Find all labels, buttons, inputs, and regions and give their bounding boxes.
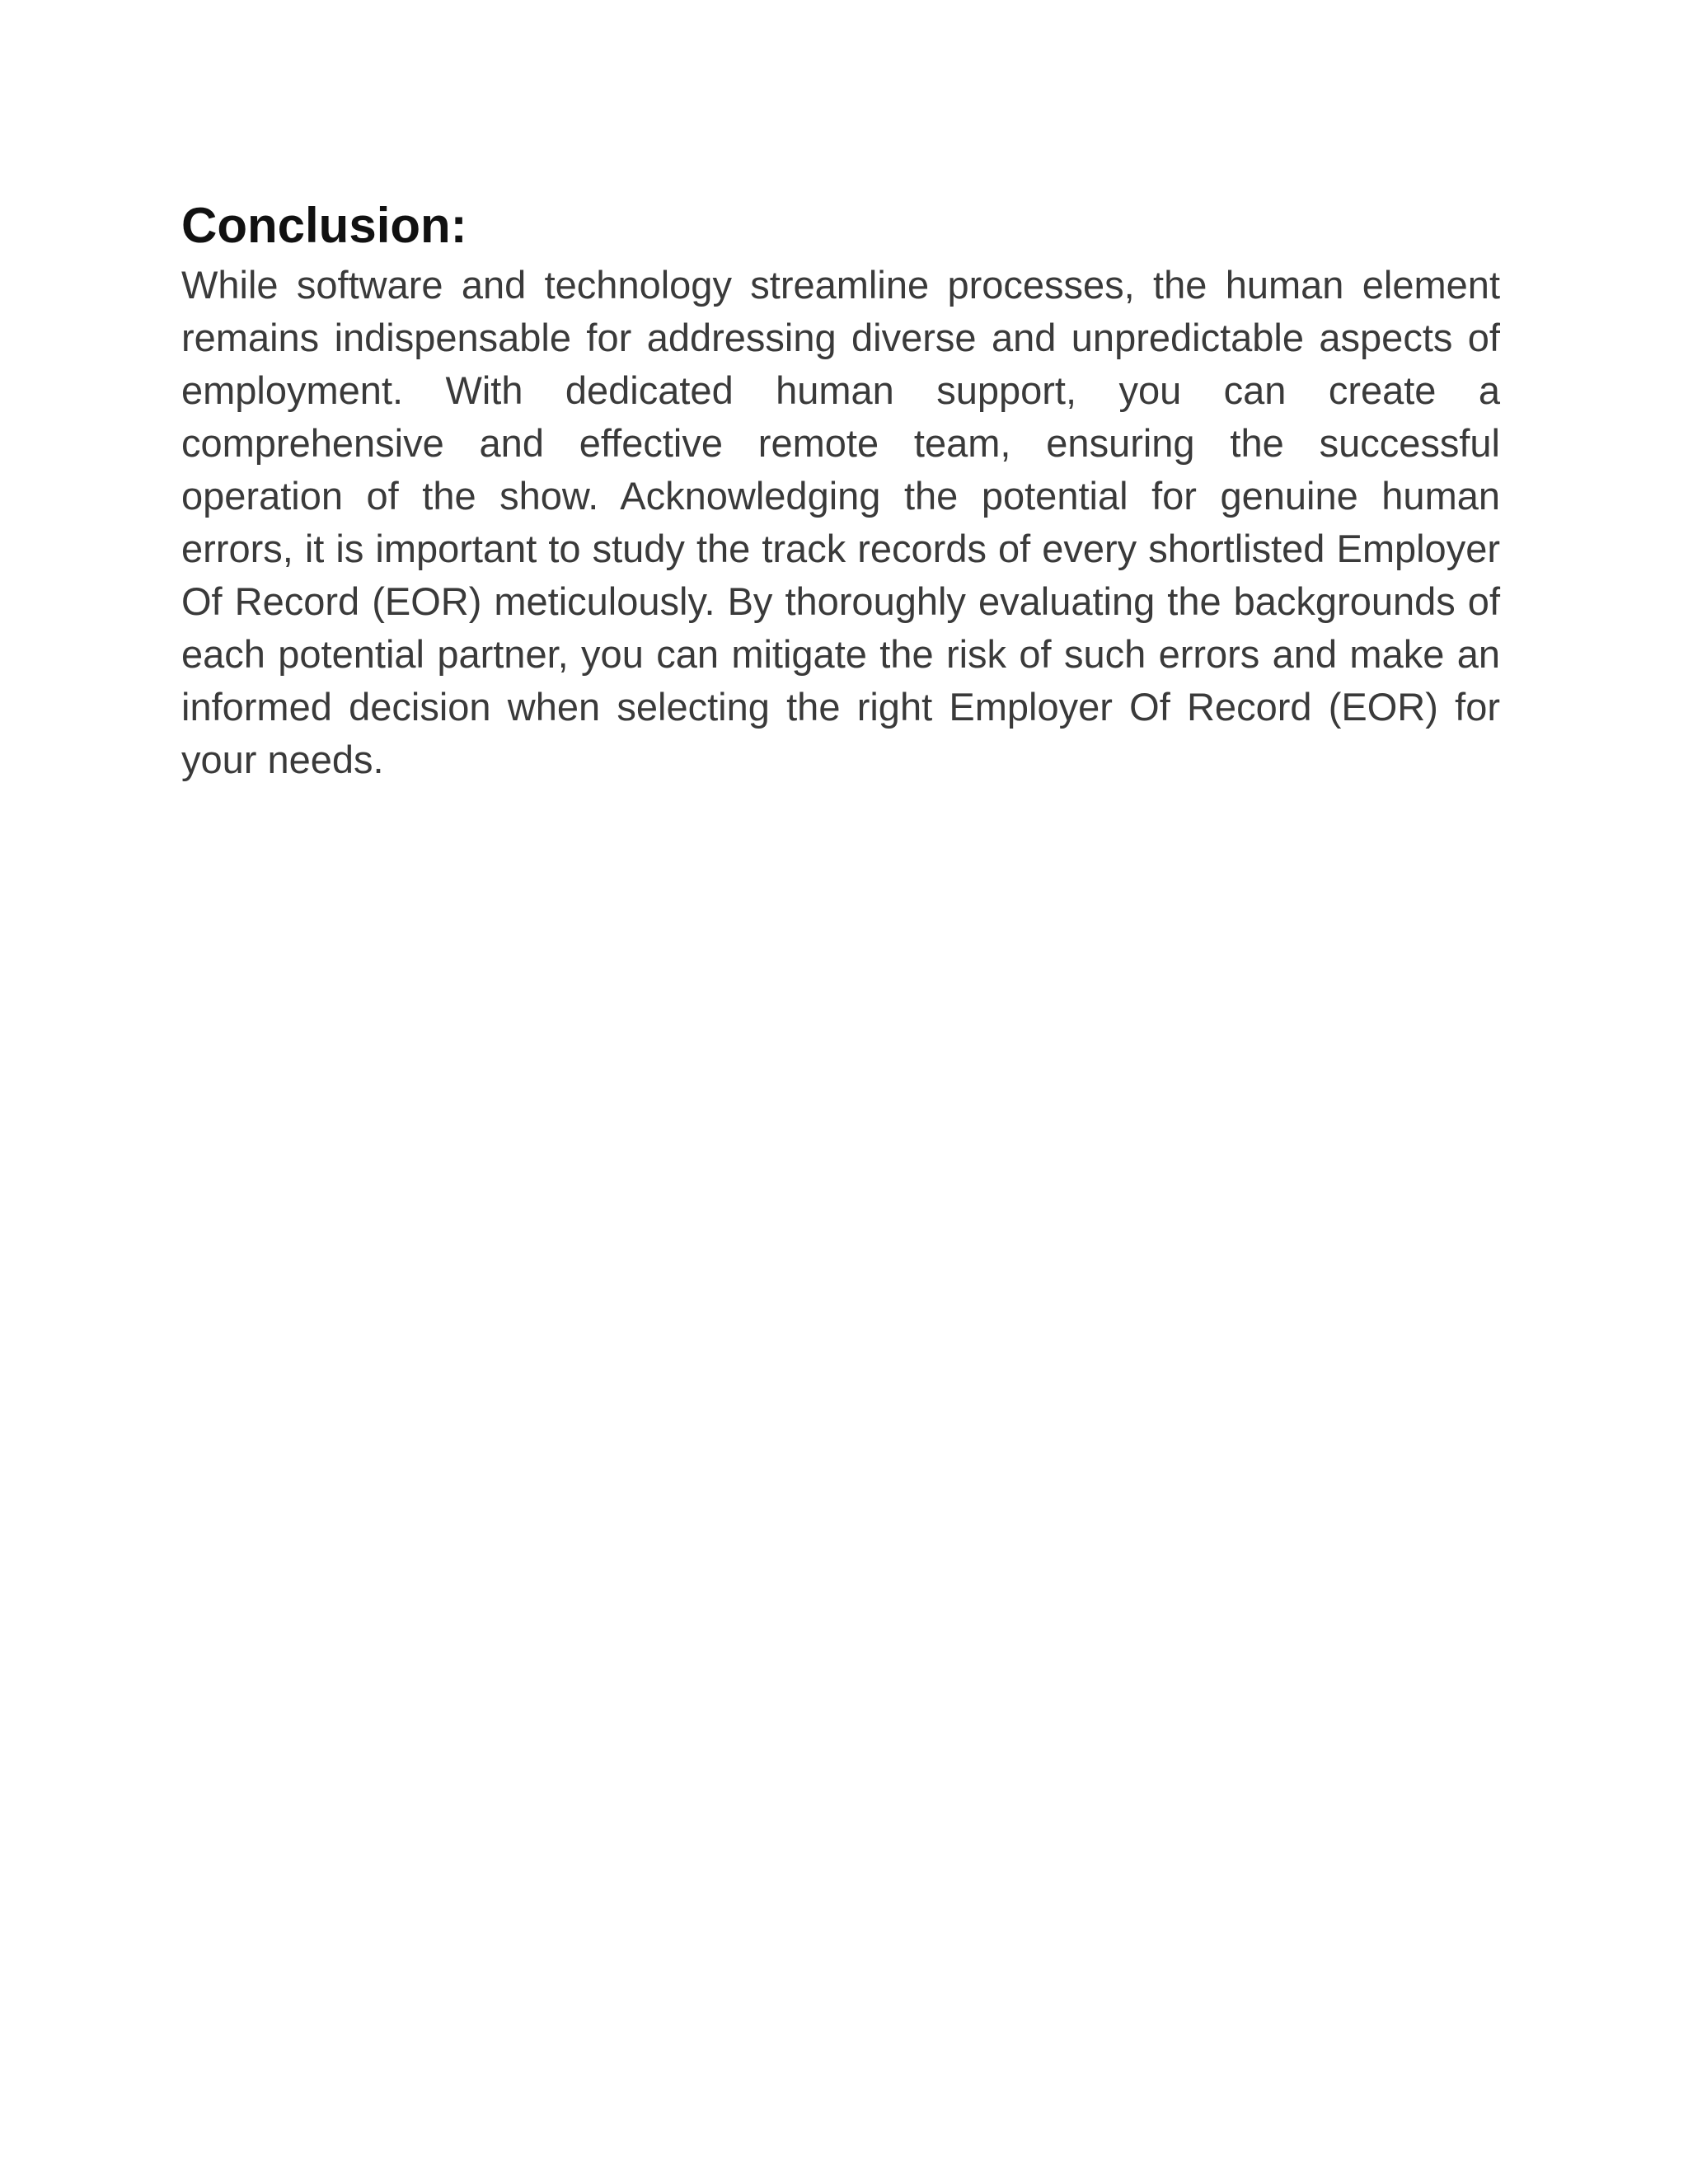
section-paragraph: While software and technology streamline processes, the human element remains indispensable for addressing diverse and unpredictable aspects of employment. With dedicated human support, you can create a comprehensive and effective remote team, ensuring the successful operation of the show. Acknowledging the potential for genuine human errors, it is important to study the track records of every shortlisted Employer Of Record (EOR) meticulously. By thoroughly evaluating the backgrounds of each potential partner, you can mitigate the risk of such errors and make an informed decision when selecting the right Employer Of Record (EOR) for your needs. [181, 263, 1500, 781]
section-heading: Conclusion: [181, 198, 467, 253]
document-content [181, 196, 1500, 786]
